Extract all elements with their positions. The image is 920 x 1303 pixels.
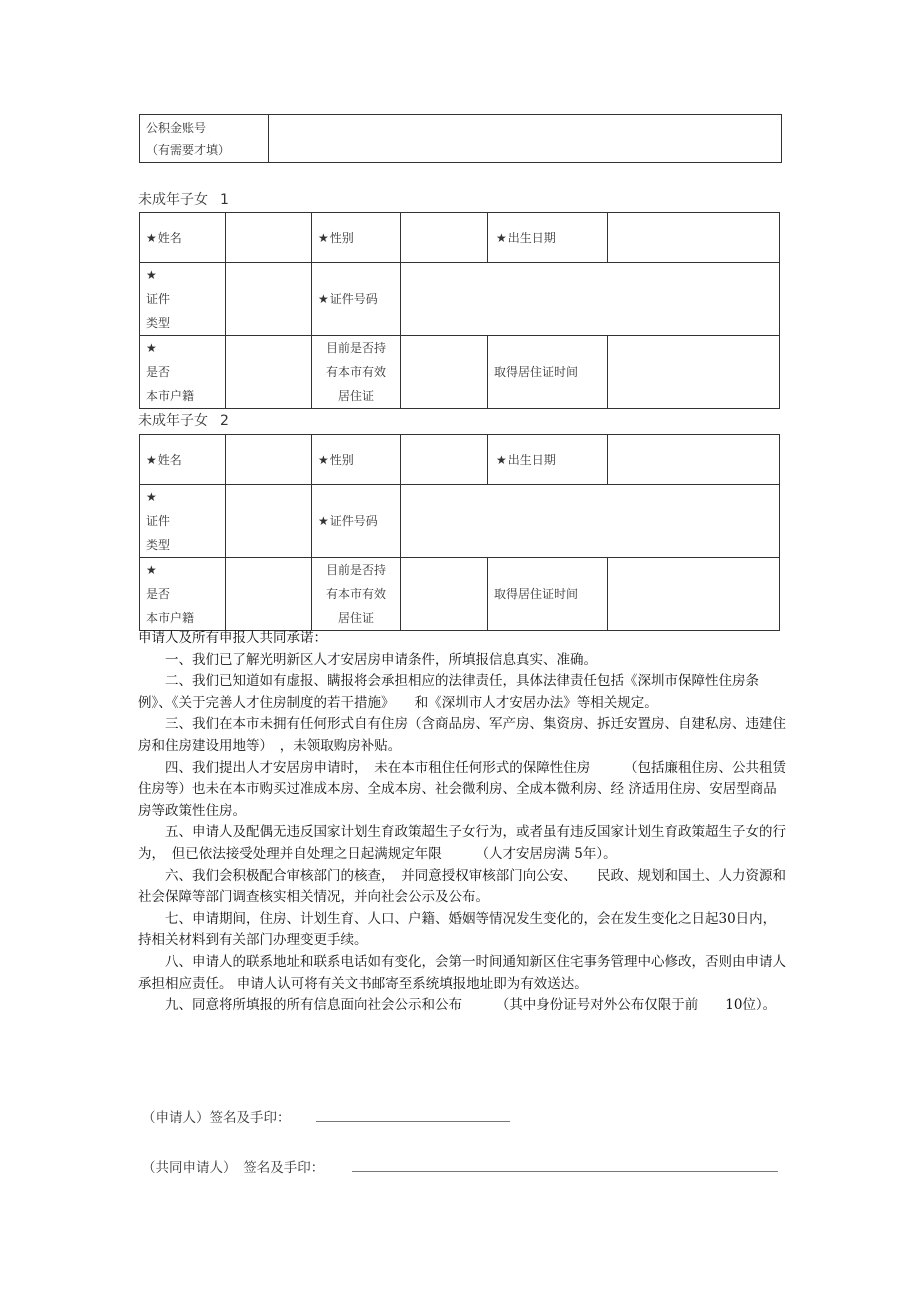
child-1-name-label-text: 姓名 (157, 230, 182, 245)
applicant-signature-label: （申请人）签名及手印： (142, 1110, 291, 1126)
child-1-birth-label (488, 213, 608, 263)
child-1-permit-time-input[interactable] (608, 336, 780, 409)
child-1-permit-line3: 居住证 (337, 389, 374, 403)
child-2-number: 2 (220, 413, 229, 429)
star-icon: ★ (496, 452, 507, 467)
child-2-name-label (140, 435, 226, 485)
child-1-gender-label (312, 213, 401, 263)
child-2-permit-input[interactable] (401, 558, 488, 631)
promise-heading: 申请人及所有申报人共同承诺： (138, 630, 327, 646)
promise-section (138, 628, 788, 1017)
star-icon: ★ (318, 292, 329, 306)
child-1-local-label (140, 336, 226, 409)
promise-item-1: 一、我们已了解光明新区人才安居房申请条件，所填报信息真实、准确。 (165, 651, 597, 668)
co-applicant-signature-line[interactable] (352, 1171, 778, 1172)
child-1-permit-label (312, 336, 401, 409)
child-2-local-input[interactable] (226, 558, 312, 631)
star-icon: ★ (146, 268, 157, 282)
child-1-title (138, 189, 229, 209)
fund-account-label-line2: （有需要才填） (146, 142, 231, 157)
child-2-permit-time-input[interactable] (608, 558, 780, 631)
star-icon: ★ (318, 514, 329, 528)
child-1-local-input[interactable] (226, 336, 312, 409)
child-1-local-text1: 是否 (146, 365, 171, 379)
child-2-birth-input[interactable] (608, 435, 780, 485)
child-1-id-type-label (140, 263, 226, 336)
promise-item-7: 七、申请期间，住房、计划生育、人口、户籍、婚姻等情况发生变化的，会在发生变化之日起30日内，持相关材料到有关部门办理变更手续。 (138, 910, 777, 949)
fund-account-label (140, 115, 269, 163)
promise-item-5: 五、申请人及配偶无违反国家计划生育政策超生子女行为，或者虽有违反国家计划生育政策超生子女的行为， 但已依法接受处理并自处理之日起满规定年限 （人才安居房满 5年）。 (138, 824, 786, 862)
child-1-id-type-text1: 证件 (146, 292, 171, 306)
child-2-id-type-label (140, 485, 226, 558)
child-2-id-type-input[interactable] (226, 485, 312, 558)
star-icon: ★ (146, 490, 157, 504)
child-2-permit-label (312, 558, 401, 631)
child-1-id-number-label (312, 263, 401, 336)
fund-account-label-line1: 公积金账号 (146, 120, 207, 135)
star-icon: ★ (318, 230, 329, 245)
child-1-local-line1 (146, 336, 225, 384)
child-1-name-input[interactable] (226, 213, 312, 263)
promise-item-2: 二、我们已知道如有虚报、瞒报将会承担相应的法律责任，具体法律责任包括《深圳市保障性住房条例》、《关于完善人才住房制度的若干措施》 和《深圳市人才安居办法》等相关规定。 (138, 673, 759, 711)
child-1-table (139, 212, 780, 409)
child-2-name-label-text: 姓名 (157, 452, 182, 467)
child-1-title-text: 未成年子女 (138, 192, 208, 208)
child-1-permit-line1: 目前是否持 (325, 341, 386, 355)
child-2-gender-label (312, 435, 401, 485)
child-2-id-type-text1: 证件 (146, 514, 171, 528)
child-2-local-line2: 本市户籍 (146, 611, 195, 625)
child-1-permit-input[interactable] (401, 336, 488, 409)
child-1-id-type-input[interactable] (226, 263, 312, 336)
child-2-local-text1: 是否 (146, 587, 171, 601)
child-1-permit-time-label: 取得居住证时间 (488, 336, 608, 409)
promise-item-8: 八、申请人的联系地址和联系电话如有变化，会第一时间通知新区住宅事务管理中心修改，否则由申请人承担相应责任。 申请人认可将有关文书邮寄至系统填报地址即为有效送达。 (138, 953, 786, 992)
child-2-gender-label-text: 性别 (329, 452, 354, 467)
child-2-permit-line2: 有本市有效 (325, 587, 386, 601)
child-2-permit-line1: 目前是否持 (325, 563, 386, 577)
fund-account-table (139, 114, 782, 163)
child-2-id-type-line2: 类型 (146, 538, 171, 552)
promise-item-3: 三、我们在本市未拥有任何形式自有住房（含商品房、军产房、集资房、拆迁安置房、自建私房、违建住房和住房建设用地等） ，未领取购房补贴。 (138, 716, 786, 754)
child-2-permit-line3: 居住证 (337, 611, 374, 625)
child-2-table (139, 434, 780, 631)
child-2-birth-label (488, 435, 608, 485)
star-icon: ★ (146, 230, 157, 245)
child-2-id-number-label-text: 证件号码 (329, 514, 378, 528)
star-icon: ★ (146, 452, 157, 467)
child-1-gender-input[interactable] (401, 213, 488, 263)
child-1-number: 1 (220, 192, 229, 208)
star-icon: ★ (496, 230, 507, 245)
star-icon: ★ (146, 563, 157, 577)
child-1-birth-input[interactable] (608, 213, 780, 263)
child-2-gender-input[interactable] (401, 435, 488, 485)
star-icon: ★ (318, 452, 329, 467)
child-2-local-line1 (146, 558, 225, 606)
child-2-id-type-line1 (146, 485, 225, 533)
child-2-name-input[interactable] (226, 435, 312, 485)
child-1-local-line2: 本市户籍 (146, 389, 195, 403)
child-2-permit-time-label: 取得居住证时间 (488, 558, 608, 631)
child-1-id-number-input[interactable] (401, 263, 780, 336)
child-2-title-text: 未成年子女 (138, 413, 208, 429)
child-1-birth-label-text: 出生日期 (507, 230, 556, 245)
promise-item-9: 九、同意将所填报的所有信息面向社会公示和公布 （其中身份证号对外公布仅限于前 10位）。 (165, 997, 777, 1014)
applicant-signature-line[interactable] (316, 1121, 510, 1122)
fund-account-input[interactable] (269, 115, 782, 163)
star-icon: ★ (146, 341, 157, 355)
child-1-gender-label-text: 性别 (329, 230, 354, 245)
child-1-id-type-line2: 类型 (146, 316, 171, 330)
child-1-name-label (140, 213, 226, 263)
child-2-id-number-input[interactable] (401, 485, 780, 558)
child-1-id-number-label-text: 证件号码 (329, 292, 378, 306)
child-2-id-number-label (312, 485, 401, 558)
child-2-title (138, 410, 229, 430)
promise-item-4: 四、我们提出人才安居房申请时， 未在本市租住任何形式的保障性住房 （包括廉租住房、公共租赁住房等）也未在本市购买过准成本房、全成本房、社会微利房、全成本微利房、经 济适用住房、安居型商品房等政策性住房。 (138, 759, 786, 819)
child-1-id-type-line1 (146, 263, 225, 311)
child-1-permit-line2: 有本市有效 (325, 365, 386, 379)
co-applicant-signature-label: （共同申请人） 签名及手印： (142, 1160, 325, 1176)
child-2-local-label (140, 558, 226, 631)
promise-item-6: 六、我们会积极配合审核部门的核查， 并同意授权审核部门向公安、 民政、规划和国土、人力资源和社会保障等部门调查核实相关情况，并向社会公示及公布。 (138, 867, 786, 906)
child-2-birth-label-text: 出生日期 (507, 452, 556, 467)
